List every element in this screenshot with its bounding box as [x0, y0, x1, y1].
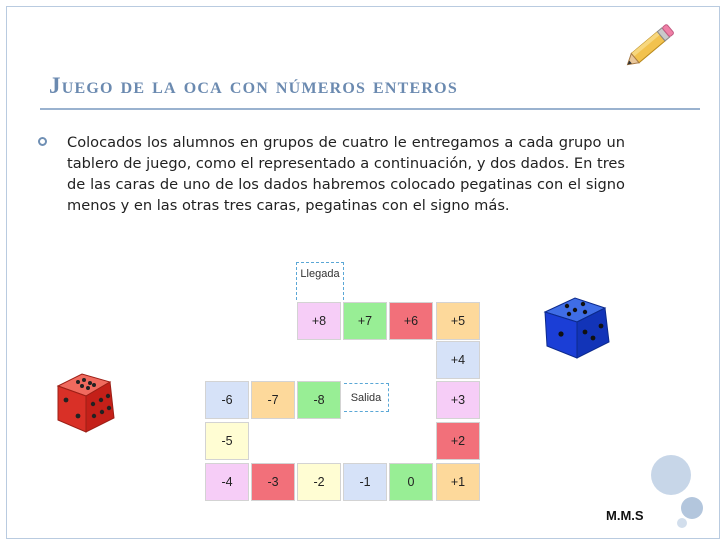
red-die-icon	[52, 368, 128, 436]
cell-bottom-1: -4	[205, 463, 249, 501]
author-initials: M.M.S	[606, 508, 644, 523]
pencil-icon	[626, 20, 678, 68]
cell-right-2: +3	[436, 381, 480, 419]
title-divider	[40, 108, 700, 110]
cell-bottom-4: -1	[343, 463, 387, 501]
cell-top-4: +5	[436, 302, 480, 340]
cell-left-1: -6	[205, 381, 249, 419]
cell-left-4: -5	[205, 422, 249, 460]
decor-circle-large	[651, 455, 691, 495]
cell-right-3: +2	[436, 422, 480, 460]
body-paragraph: Colocados los alumnos en grupos de cuatro le entregamos a cada grupo un tablero de juego, como el representado a continuación, y dos dados. En tres de las caras de uno de los dados habremos colocado pegatinas con el signo menos y en las otras tres caras, pegatinas con el signo más.	[67, 134, 625, 214]
decor-circle-tiny	[677, 518, 687, 528]
page-title: Juego de la oca con números enteros	[49, 73, 458, 98]
cell-right-1: +4	[436, 341, 480, 379]
llegada-label: Llegada	[296, 262, 344, 300]
cell-left-3: -8	[297, 381, 341, 419]
cell-bottom-5: 0	[389, 463, 433, 501]
cell-left-2: -7	[251, 381, 295, 419]
cell-bottom-6: +1	[436, 463, 480, 501]
blue-die-icon	[539, 292, 619, 360]
salida-label: Salida	[344, 383, 389, 412]
decor-circle-small	[681, 497, 703, 519]
cell-top-2: +7	[343, 302, 387, 340]
cell-bottom-3: -2	[297, 463, 341, 501]
cell-bottom-2: -3	[251, 463, 295, 501]
cell-top-1: +8	[297, 302, 341, 340]
bullet-icon	[38, 137, 47, 146]
cell-top-3: +6	[389, 302, 433, 340]
